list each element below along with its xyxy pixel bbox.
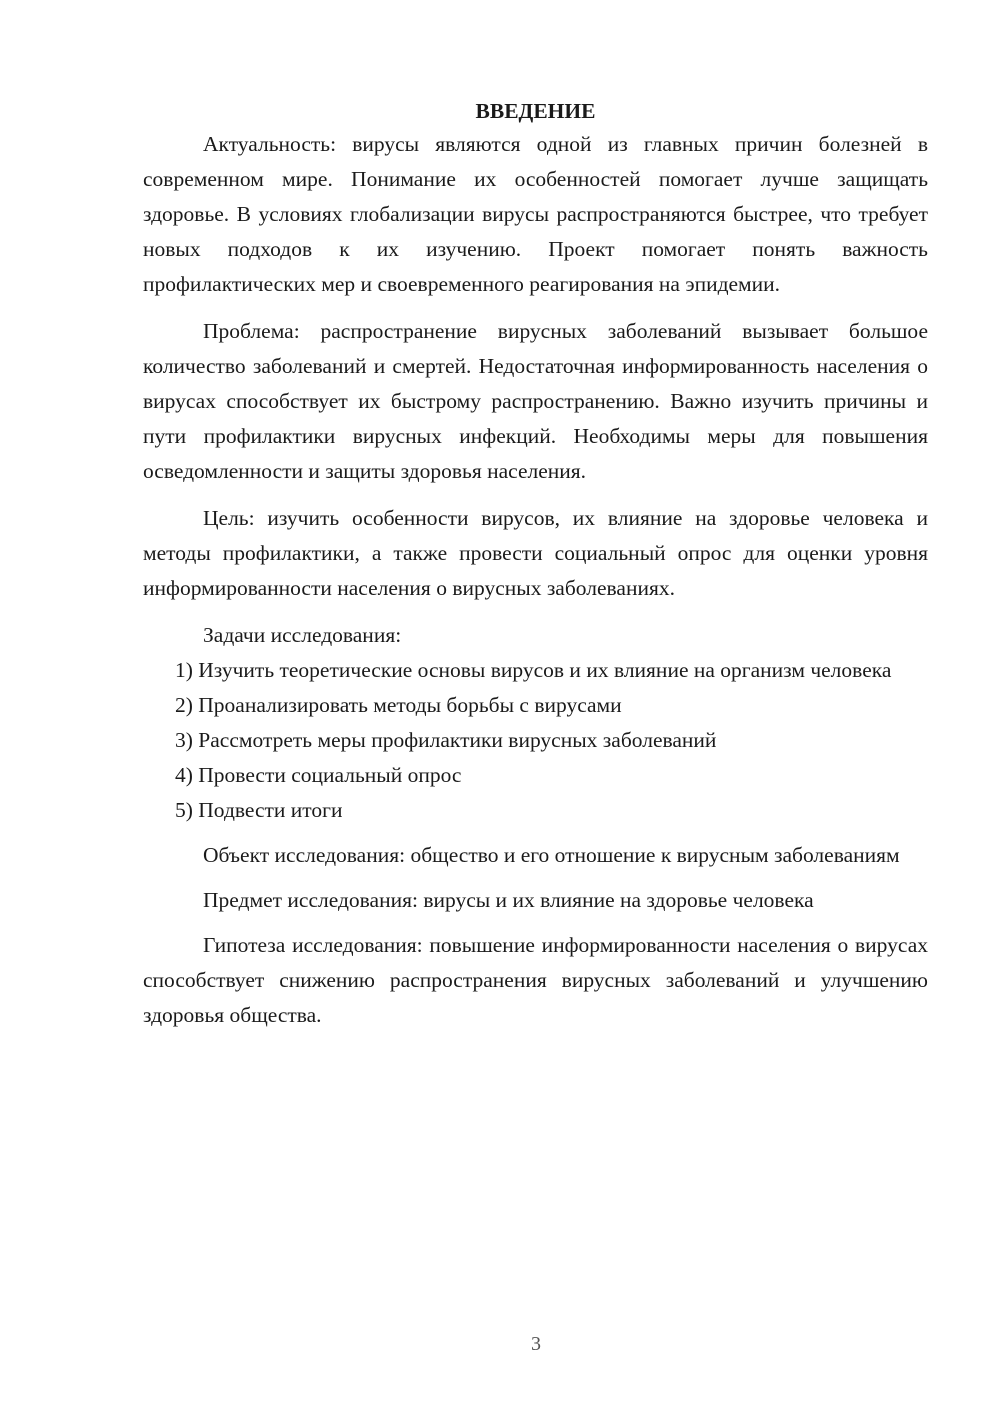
- task-item-5: 5) Подвести итоги: [175, 798, 343, 822]
- subject-paragraph: Предмет исследования: вирусы и их влияние на здоровье человека: [203, 888, 814, 912]
- section-title: ВВЕДЕНИЕ: [475, 99, 596, 123]
- goal-paragraph: Цель: изучить особенности вирусов, их влияние на здоровье человека и методы профилактики, а также провести социальный опрос для оценки уровня информированности населения о вирусных заболеваниях.: [143, 506, 928, 600]
- relevance-paragraph: Актуальность: вирусы являются одной из главных причин болезней в современном мире. Понимание их особенностей помогает лучше защищать здоровье. В условиях глобализации вирусы распространяются быстрее, что требует новых подходов к их изучению. Проект помогает понять важность профилактических мер и своевременного реагирования на эпидемии.: [143, 132, 928, 296]
- tasks-heading: Задачи исследования:: [203, 623, 402, 647]
- page-number: 3: [531, 1333, 541, 1355]
- task-item-4: 4) Провести социальный опрос: [175, 763, 462, 787]
- problem-paragraph: Проблема: распространение вирусных заболеваний вызывает большое количество заболеваний и смертей. Недостаточная информированность населения о вирусах способствует их быстрому распространению. Важно изучить причины и пути профилактики вирусных инфекций. Необходимы меры для повышения осведомленности и защиты здоровья населения.: [143, 319, 928, 483]
- task-item-3: 3) Рассмотреть меры профилактики вирусных заболеваний: [175, 728, 717, 752]
- object-paragraph: Объект исследования: общество и его отношение к вирусным заболеваниям: [203, 843, 900, 867]
- task-item-2: 2) Проанализировать методы борьбы с вирусами: [175, 693, 622, 717]
- document-page: [143, 95, 928, 1033]
- task-item-1: 1) Изучить теоретические основы вирусов и их влияние на организм человека: [175, 658, 892, 682]
- hypothesis-paragraph: Гипотеза исследования: повышение информированности населения о вирусах способствует снижению распространения вирусных заболеваний и улучшению здоровья общества.: [143, 933, 928, 1027]
